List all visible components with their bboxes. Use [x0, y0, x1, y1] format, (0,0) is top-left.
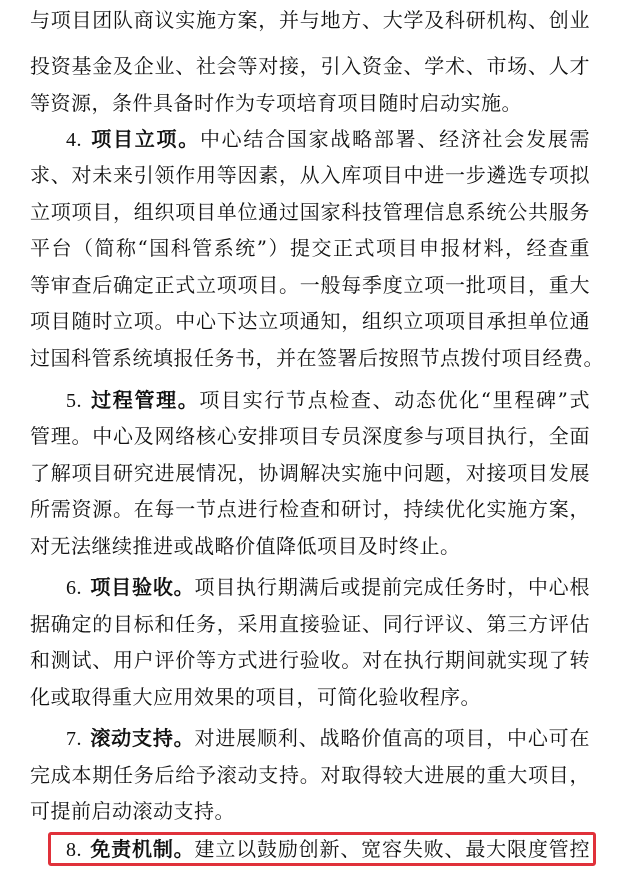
text-line: 和测试、用户评价等方式进行验收。对在执行期间就实现了转: [30, 648, 590, 672]
text-line: 对无法继续推进或战略价值降低项目及时终止。: [30, 534, 461, 558]
text-line: 求、对未来引领作用等因素，从入库项目中进一步遴选专项拟: [30, 163, 590, 187]
section-text: 对进展顺利、战略价值高的项目，中心可在: [194, 726, 590, 750]
text-line: 过国科管系统填报任务书，并在签署后按照节点拨付项目经费。: [30, 346, 604, 370]
text-line: 化或取得重大应用效果的项目，可简化验收程序。: [30, 685, 481, 709]
text-line: 据确定的目标和任务，采用直接验证、同行评议、第三方评估: [30, 612, 590, 636]
section-heading: 项目验收。: [90, 575, 195, 599]
section-5-first-line: [66, 382, 590, 418]
text-line: 投资基金及企业、社会等对接，引入资金、学术、市场、人才: [30, 54, 590, 78]
text-line: 等审查后确定正式立项项目。一般每季度立项一批项目，重大: [30, 273, 590, 297]
text-line: 等资源，条件具备时作为专项培育项目随时启动实施。: [30, 91, 522, 115]
section-heading: 项目立项。: [90, 127, 200, 151]
text-line: 了解项目研究进展情况，协调解决实施中问题，对接项目发展: [30, 461, 590, 485]
section-number: 8.: [66, 839, 82, 861]
text-line: 所需资源。在每一节点进行检查和研讨，持续优化实施方案，: [30, 497, 590, 521]
section-8-first-line: [66, 831, 590, 867]
section-6-first-line: [66, 569, 590, 605]
section-text: 项目执行期满后或提前完成任务时，中心根: [194, 575, 590, 599]
text-line: 平台（简称“国科管系统”）提交正式项目申报材料，经查重: [30, 236, 590, 260]
section-text: 项目实行节点检查、动态优化“里程碑”式: [199, 388, 590, 412]
section-number: 7.: [66, 728, 82, 750]
text-line: 管理。中心及网络核心安排项目专员深度参与项目执行，全面: [30, 424, 590, 448]
text-line: 项目随时立项。中心下达立项通知，组织立项项目承担单位通: [30, 309, 590, 333]
text-line: 立项项目，组织项目单位通过国家科技管理信息系统公共服务: [30, 200, 590, 224]
text-line: 完成本期任务后给予滚动支持。对取得较大进展的重大项目，: [30, 763, 590, 787]
section-number: 5.: [66, 390, 82, 412]
section-number: 4.: [66, 129, 82, 151]
section-text: 建立以鼓励创新、宽容失败、最大限度管控: [194, 837, 590, 861]
section-heading: 滚动支持。: [90, 726, 195, 750]
text-line: 与项目团队商议实施方案，并与地方、大学及科研机构、创业: [30, 8, 590, 32]
section-7-first-line: [66, 720, 590, 756]
section-heading: 过程管理。: [90, 388, 200, 412]
section-text: 中心结合国家战略部署、经济社会发展需: [199, 127, 591, 151]
section-number: 6.: [66, 577, 82, 599]
section-heading: 免责机制。: [90, 837, 195, 861]
section-4-first-line: [66, 121, 590, 157]
text-line: 可提前启动滚动支持。: [30, 799, 235, 823]
